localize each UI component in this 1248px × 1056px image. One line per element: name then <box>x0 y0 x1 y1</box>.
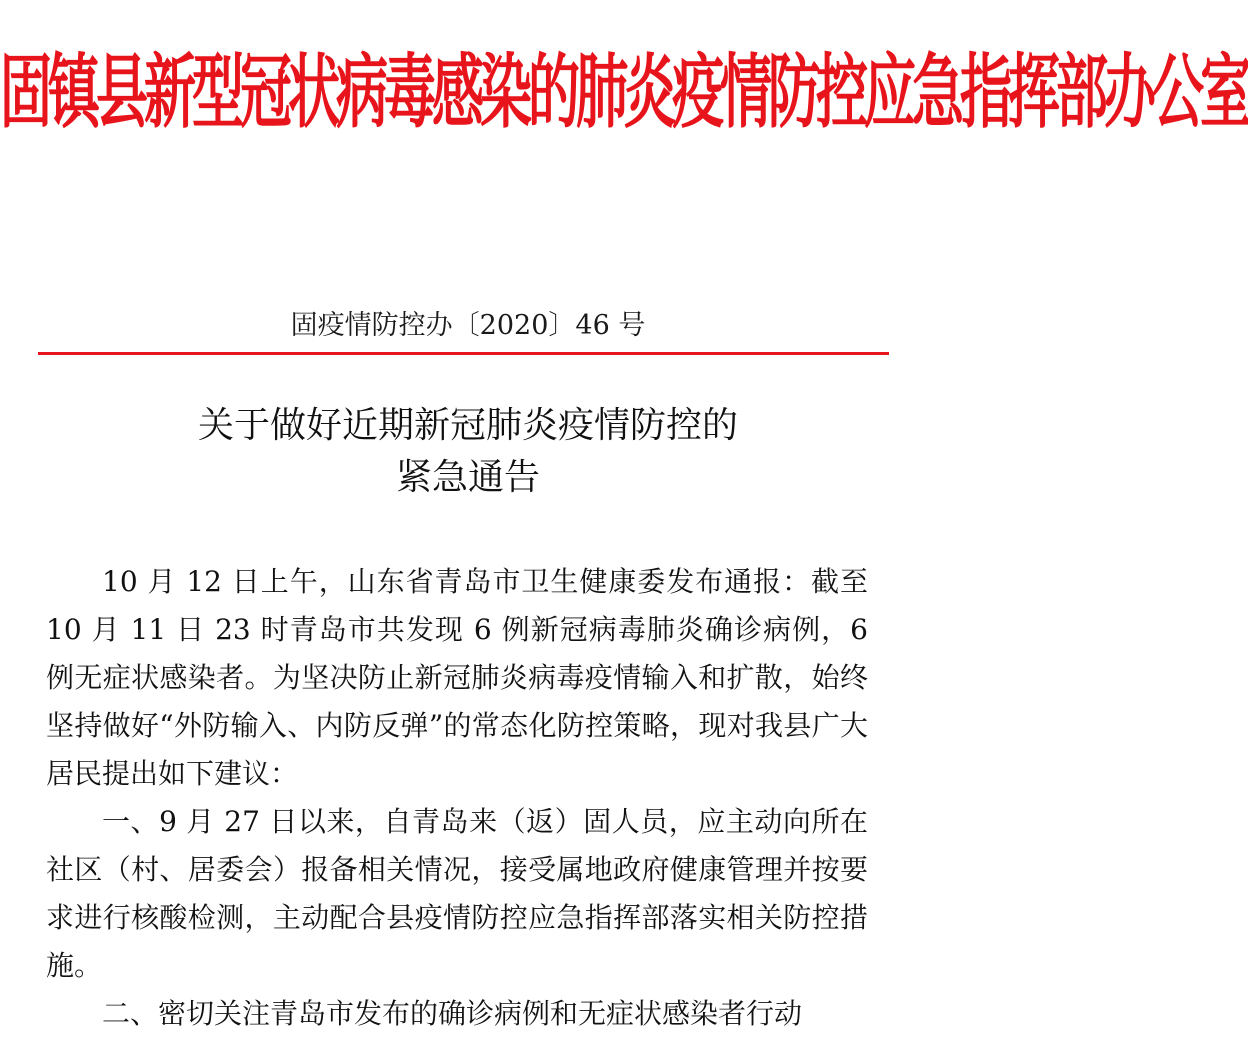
intro-paragraph: 10 月 12 日上午，山东省青岛市卫生健康委发布通报：截至 10 月 11 日 23 时青岛市共发现 6 例新冠病毒肺炎确诊病例，6 例无症状感染者。为坚决防止新冠肺炎病毒疫情输入和扩散，始终坚持做好“外防输入、内防反弹”的常态化防控策略，现对我县广大居民提出如下建议： <box>46 565 868 790</box>
document-number: 固疫情防控办〔2020〕46 号 <box>290 310 646 341</box>
notice-title <box>0 400 936 504</box>
notice-title-line-1: 关于做好近期新冠肺炎疫情防控的 <box>197 405 738 446</box>
notice-title-line-2: 紧急通告 <box>395 457 540 498</box>
clause-two-paragraph: 二、密切关注青岛市发布的确诊病例和无症状感染者行动 <box>102 997 803 1030</box>
clause-one-paragraph: 一、9 月 27 日以来，自青岛来（返）固人员，应主动向所在社区（村、居委会）报备相关情况，接受属地政府健康管理并按要求进行核酸检测，主动配合县疫情防控应急指挥部落实相关防控措施。 <box>46 805 868 982</box>
issuing-office-masthead: 固镇县新型冠状病毒感染的肺炎疫情防控应急指挥部办公室 <box>0 47 1248 140</box>
notice-body <box>46 558 868 1038</box>
red-divider-rule <box>38 352 889 355</box>
